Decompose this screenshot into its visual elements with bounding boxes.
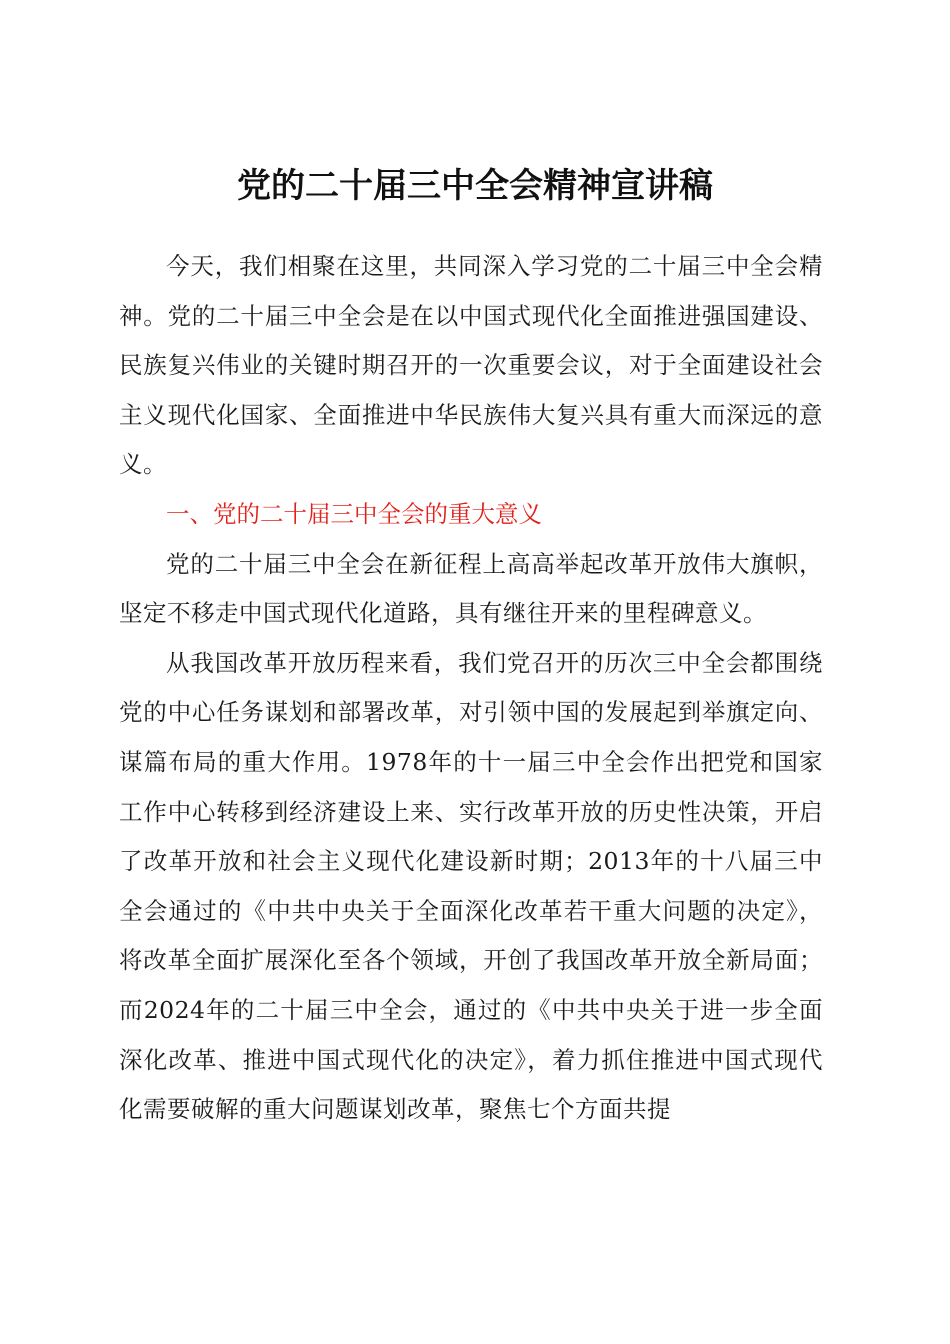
document-body: [119, 242, 823, 1135]
section-heading: 一、党的二十届三中全会的重大意义: [166, 499, 542, 528]
paragraph-intro: 今天，我们相聚在这里，共同深入学习党的二十届三中全会精神。党的二十届三中全会是在以中国式现代化全面推进强国建设、民族复兴伟业的关键时期召开的一次重要会议，对于全面建设社会主义现代化国家、全面推进中华民族伟大复兴具有重大而深远的意义。: [119, 252, 823, 479]
paragraph-history: 从我国改革开放历程来看，我们党召开的历次三中全会都围绕党的中心任务谋划和部署改革，对引领中国的发展起到举旗定向、谋篇布局的重大作用。1978年的十一届三中全会作出把党和国家工作中心转移到经济建设上来、实行改革开放的历史性决策，开启了改革开放和社会主义现代化建设新时期；2013年的十八届三中全会通过的《中共中央关于全面深化改革若干重大问题的决定》，将改革全面扩展深化至各个领域，开创了我国改革开放全新局面；而2024年的二十届三中全会，通过的《中共中央关于进一步全面深化改革、推进中国式现代化的决定》，着力抓住推进中国式现代化需要破解的重大问题谋划改革，聚焦七个方面共提: [119, 648, 823, 1124]
paragraph-significance: 党的二十届三中全会在新征程上高高举起改革开放伟大旗帜，坚定不移走中国式现代化道路，具有继往开来的里程碑意义。: [119, 549, 823, 628]
page-title: 党的二十届三中全会精神宣讲稿: [237, 166, 713, 206]
